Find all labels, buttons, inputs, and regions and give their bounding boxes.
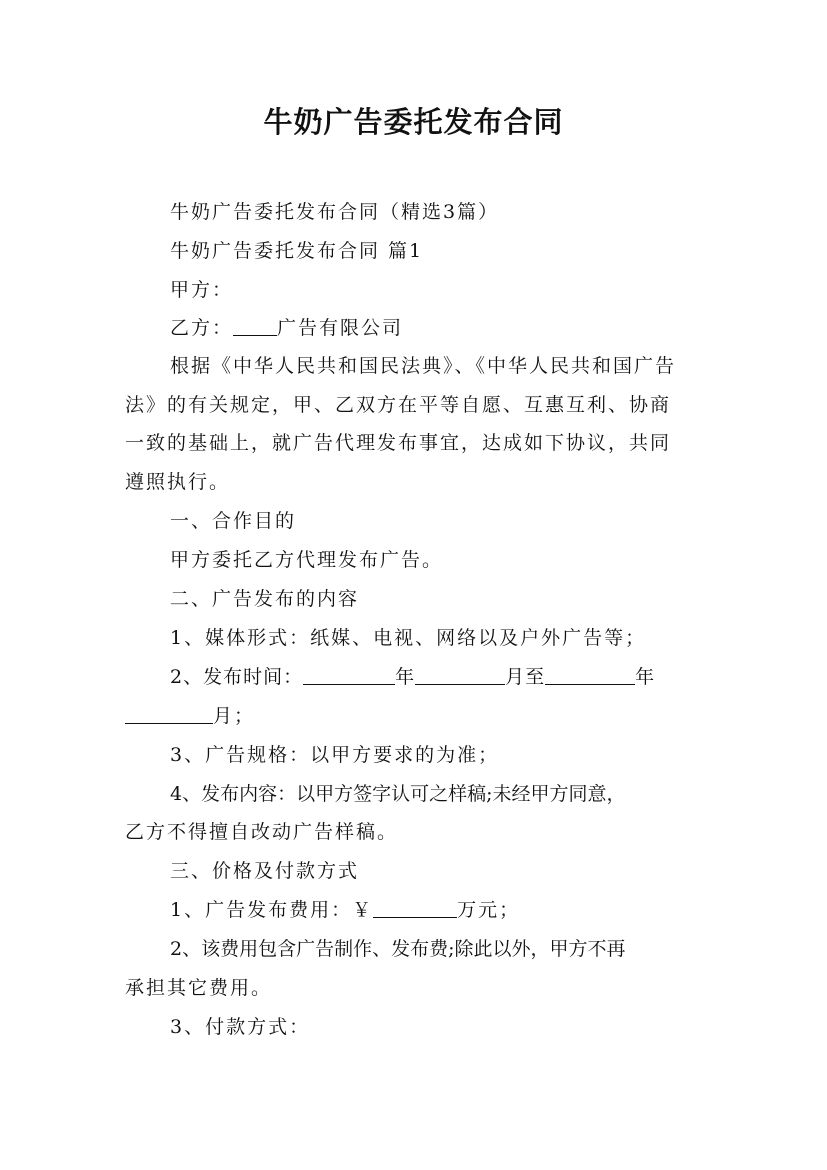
party-b-blank[interactable] [233,315,277,336]
item-publish-time [170,663,705,691]
publish-time-label: 2、发布时间： [170,666,304,688]
start-month-blank[interactable] [415,664,505,685]
month-to-label: 月至 [505,666,546,688]
party-b-label: 乙方： [170,317,234,339]
item-spec: 3、广告规格：以甲方要求的为准； [170,744,500,766]
item-publish-time-cont [125,702,705,730]
fee-blank[interactable] [373,897,457,918]
fee-line [170,896,705,924]
item-content-line-1: 4、发布内容：以甲方签字认可之样稿;未经甲方同意， [170,783,626,805]
cooperation-text: 甲方委托乙方代理发布广告。 [170,549,444,571]
fee-include-line-1: 2、该费用包含广告制作、发布费;除此以外，甲方不再 [170,938,626,960]
party-a-line: 甲方： [170,279,234,301]
item-media-form: 1、媒体形式：纸媒、电视、网络以及户外广告等； [170,627,647,649]
item-content-line-2: 乙方不得擅自改动广告样稿。 [125,821,399,843]
end-year-blank[interactable] [545,664,635,685]
fee-unit: 万元； [457,899,521,921]
fee-label: 1、广告发布费用：￥ [170,899,374,921]
heading-cooperation: 一、合作目的 [170,510,297,532]
party-b-suffix: 广告有限公司 [277,317,404,339]
intro-line-1: 根据《中华人民共和国民法典》、《中华人民共和国广告 [170,355,677,377]
intro-line-4: 遵照执行。 [125,471,231,493]
month-end-label: 月； [213,705,256,727]
section-heading: 牛奶广告委托发布合同 篇1 [170,240,424,262]
payment-method: 3、付款方式： [170,1016,311,1038]
end-month-blank[interactable] [125,703,213,724]
intro-line-3: 一致的基础上，就广告代理发布事宜，达成如下协议，共同 [125,432,672,454]
heading-content: 二、广告发布的内容 [170,588,360,610]
subtitle: 牛奶广告委托发布合同（精选3篇） [170,201,500,223]
fee-include-line-2: 承担其它费用。 [125,977,273,999]
party-b-line [170,314,705,342]
intro-line-2: 法》的有关规定，甲、乙双方在平等自愿、互惠互利、协商 [125,394,672,416]
year-label-2: 年 [635,666,656,688]
year-label: 年 [395,666,416,688]
start-year-blank[interactable] [303,664,395,685]
document-title: 牛奶广告委托发布合同 [263,105,564,139]
heading-price: 三、价格及付款方式 [170,860,360,882]
